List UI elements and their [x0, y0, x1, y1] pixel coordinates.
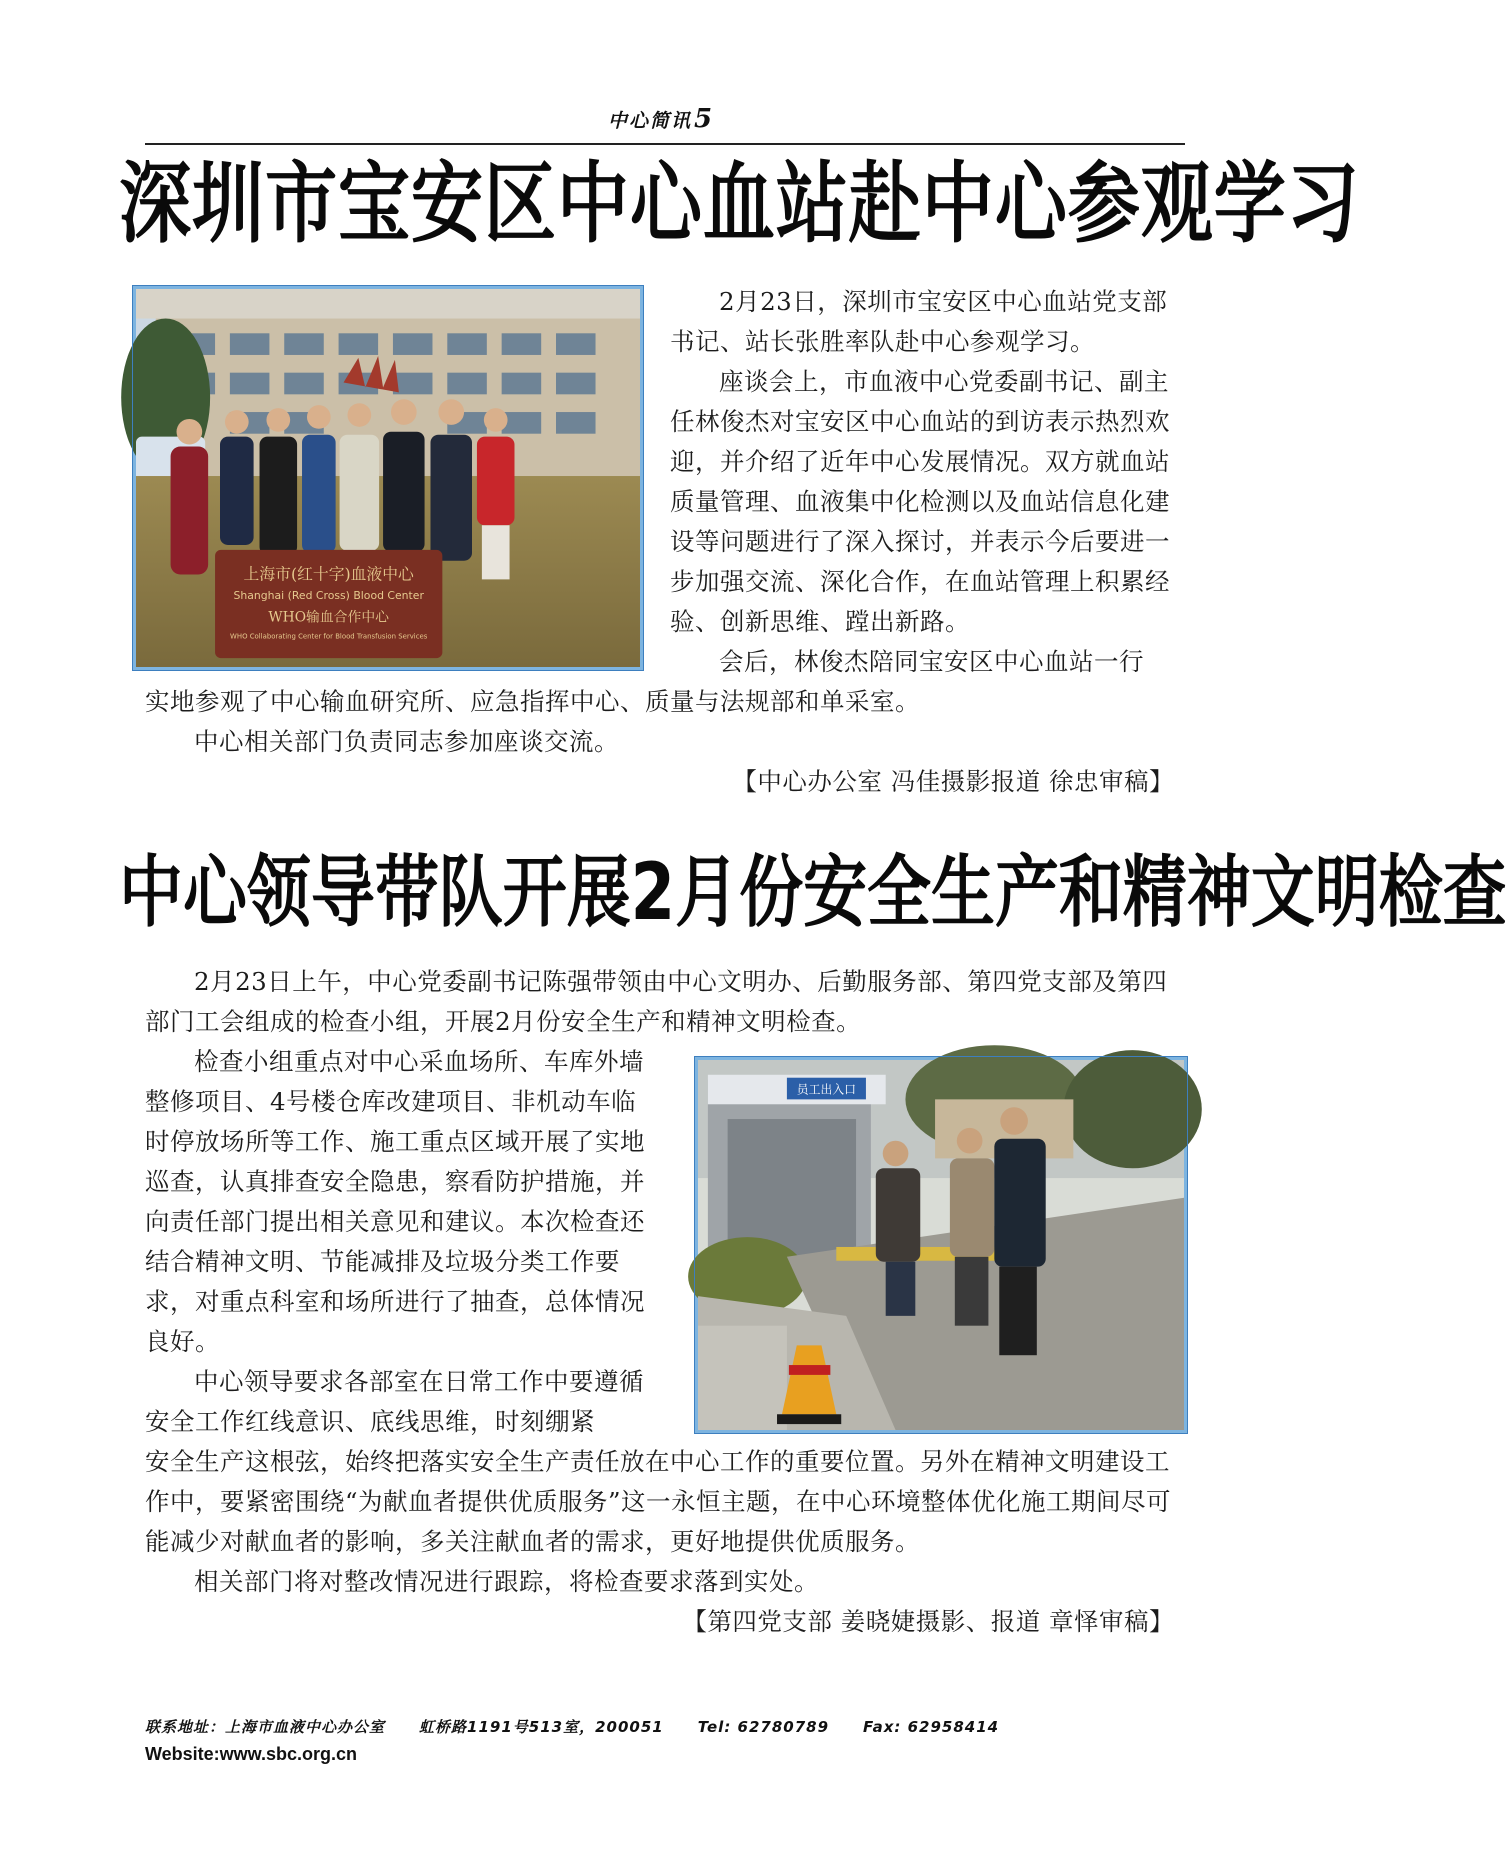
group-photo-image — [136, 289, 640, 667]
article-2-paragraph-2: 检查小组重点对中心采血场所、车库外墙整修项目、4号楼仓库改建项目、非机动车临时停放场所等工作、施工重点区域开展了实地巡查，认真排查安全隐患，察看防护措施，并向责任部门提出相关意见和建议。本次检查还结合精神文明、节能减排及垃圾分类工作要求，对重点科室和场所进行了抽查，总体情况良好。 — [145, 1047, 645, 1356]
inspection-photo-image — [698, 1060, 1184, 1430]
page-number: 5 — [693, 104, 715, 134]
photo-sign-line1: 上海市(红十字)血液中心 — [243, 564, 414, 584]
photo-sign-entrance: 员工出入口 — [796, 1082, 857, 1097]
footer-office: 联系地址：上海市血液中心办公室 — [145, 1718, 386, 1736]
article-1-paragraph-1: 2月23日，深圳市宝安区中心血站党支部书记、站长张胜率队赴中心参观学习。 — [670, 287, 1168, 356]
newsletter-header — [0, 104, 1322, 134]
newsletter-name: 中心简讯 — [607, 110, 692, 132]
article-2-paragraph-3-rest: 安全生产这根弦，始终把落实安全生产责任放在中心工作的重要位置。另外在精神文明建设工作中，要紧密围绕“为献血者提供优质服务”这一永恒主题，在中心环境整体优化施工期间尽可能减少对献血者的影响，多关注献血者的需求，更好地提供优质服务。 — [145, 1447, 1172, 1556]
article-2-credit: 【第四党支部 姜晓婕摄影、报道 章怿审稿】 — [682, 1607, 1174, 1636]
footer-fax: Fax: 62958414 — [863, 1718, 1000, 1736]
footer-tel: Tel: 62780789 — [697, 1718, 830, 1736]
article-2-paragraph-3-start: 中心领导要求各部室在日常工作中要遵循安全工作红线意识、底线思维，时刻绷紧 — [145, 1367, 644, 1436]
footer-website[interactable]: Website:www.sbc.org.cn — [145, 1744, 358, 1764]
footer-address — [145, 1716, 1033, 1737]
article-2-photo — [695, 1057, 1187, 1433]
article-1-paragraph-3-line-1: 会后，林俊杰陪同宝安区中心血站一行 — [719, 647, 1144, 676]
photo-sign-line4: WHO Collaborating Center for Blood Transfusion Services — [230, 632, 428, 641]
article-1-paragraph-4: 中心相关部门负责同志参加座谈交流。 — [194, 727, 619, 756]
article-1-photo — [133, 286, 643, 670]
photo-sign-line3: WHO输血合作中心 — [268, 609, 389, 626]
article-2-title: 中心领导带队开展2月份安全生产和精神文明检查 — [118, 848, 1507, 938]
header-divider — [145, 143, 1185, 145]
article-2-paragraph-1: 2月23日上午，中心党委副书记陈强带领由中心文明办、后勤服务部、第四党支部及第四部门工会组成的检查小组，开展2月份安全生产和精神文明检查。 — [145, 967, 1168, 1036]
footer-street: 虹桥路1191号513室，200051 — [419, 1718, 664, 1736]
article-2-paragraph-4: 相关部门将对整改情况进行跟踪，将检查要求落到实处。 — [194, 1567, 819, 1596]
photo-sign-line2: Shanghai (Red Cross) Blood Center — [233, 589, 424, 603]
article-1-title: 深圳市宝安区中心血站赴中心参观学习 — [118, 152, 1360, 255]
article-1-paragraph-2: 座谈会上，市血液中心党委副书记、副主任林俊杰对宝安区中心血站的到访表示热烈欢迎，并介绍了近年中心发展情况。双方就血站质量管理、血液集中化检测以及血站信息化建设等问题进行了深入探讨，并表示今后要进一步加强交流、深化合作，在血站管理上积累经验、创新思维、蹚出新路。 — [670, 367, 1170, 636]
article-1-paragraph-3-line-2: 实地参观了中心输血研究所、应急指挥中心、质量与法规部和单采室。 — [145, 687, 920, 716]
article-1-credit: 【中心办公室 冯佳摄影报道 徐忠审稿】 — [732, 767, 1174, 796]
